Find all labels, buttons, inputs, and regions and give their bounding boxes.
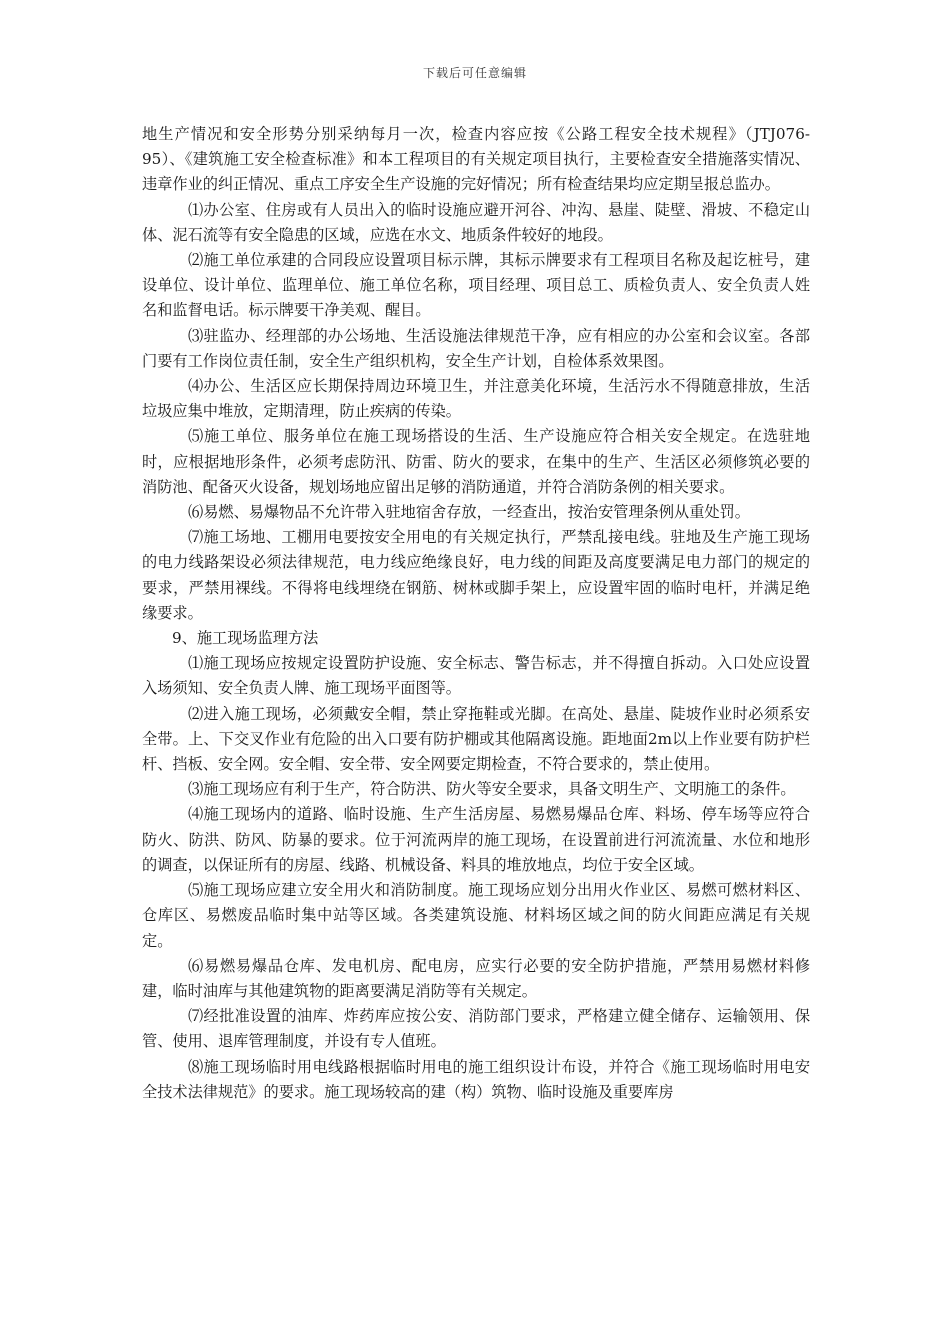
paragraph-section9-item-7: ⑺经批准设置的油库、炸药库应按公安、消防部门要求，严格建立健全储存、运输领用、保管、使用、退库管理制度，并设有专人值班。 [142, 1007, 810, 1051]
document-body [142, 122, 810, 1105]
paragraph-item-6: ⑹易燃、易爆物品不允许带入驻地宿舍存放，一经查出，按治安管理条例从重处罚。 [188, 503, 750, 522]
paragraph-item-1: ⑴办公室、住房或有人员出入的临时设施应避开河谷、冲沟、悬崖、陡壁、滑坡、不稳定山体、泥石流等有安全隐患的区域，应选在水文、地质条件较好的地段。 [142, 200, 810, 244]
paragraph-item-3: ⑶驻监办、经理部的办公场地、生活设施法律规范干净，应有相应的办公室和会议室。各部门要有工作岗位责任制，安全生产组织机构，安全生产计划，自检体系效果图。 [142, 326, 810, 370]
paragraph-item-4: ⑷办公、生活区应长期保持周边环境卫生，并注意美化环境，生活污水不得随意排放，生活垃圾应集中堆放，定期清理，防止疾病的传染。 [142, 377, 810, 421]
paragraph-section9-item-6: ⑹易燃易爆品仓库、发电机房、配电房，应实行必要的安全防护措施，严禁用易燃材料修建，临时油库与其他建筑物的距离要满足消防等有关规定。 [142, 956, 810, 1000]
paragraph-continuation: 地生产情况和安全形势分别采纳每月一次，检查内容应按《公路工程安全技术规程》（JTJ076-95）、《建筑施工安全检查标准》和本工程项目的有关规定项目执行，主要检查安全措施落实情况、违章作业的纠正情况、重点工序安全生产设施的完好情况；所有检查结果均应定期呈报总监办。 [142, 125, 810, 194]
paragraph-item-7: ⑺施工场地、工棚用电要按安全用电的有关规定执行，严禁乱接电线。驻地及生产施工现场的电力线路架设必须法律规范，电力线应绝缘良好，电力线的间距及高度要满足电力部门的规定的要求，严禁用裸线。不得将电线埋绕在钢筋、树林或脚手架上，应设置牢固的临时电杆，并满足绝缘要求。 [142, 528, 810, 622]
paragraph-section9-item-5: ⑸施工现场应建立安全用火和消防制度。施工现场应划分出用火作业区、易燃可燃材料区、仓库区、易燃废品临时集中站等区域。各类建筑设施、材料场区域之间的防火间距应满足有关规定。 [142, 881, 810, 950]
paragraph-section9-item-3: ⑶施工现场应有利于生产，符合防洪、防火等安全要求，具备文明生产、文明施工的条件。 [188, 780, 796, 799]
paragraph-item-2: ⑵施工单位承建的合同段应设置项目标示牌，其标示牌要求有工程项目名称及起讫桩号，建设单位、设计单位、监理单位、施工单位名称，项目经理、项目总工、质检负责人、安全负责人姓名和监督电话。标示牌要干净美观、醒目。 [142, 251, 810, 320]
paragraph-section9-item-1: ⑴施工现场应按规定设置防护设施、安全标志、警告标志，并不得擅自拆动。入口处应设置入场须知、安全负责人牌、施工现场平面图等。 [142, 654, 810, 698]
page-header: 下载后可任意编辑 [422, 66, 527, 80]
paragraph-section9-item-4: ⑷施工现场内的道路、临时设施、生产生活房屋、易燃易爆品仓库、料场、停车场等应符合防火、防洪、防风、防暴的要求。位于河流两岸的施工现场，在设置前进行河流流量、水位和地形的调查，以保证所有的房屋、线路、机械设备、料具的堆放地点，均位于安全区域。 [142, 805, 810, 874]
section-heading: 9、施工现场监理方法 [172, 629, 319, 648]
paragraph-section9-item-8: ⑻施工现场临时用电线路根据临时用电的施工组织设计布设，并符合《施工现场临时用电安全技术法律规范》的要求。施工现场较高的建（构）筑物、临时设施及重要库房 [142, 1057, 810, 1101]
paragraph-item-5: ⑸施工单位、服务单位在施工现场搭设的生活、生产设施应符合相关安全规定。在选驻地时，应根据地形条件，必须考虑防汛、防雷、防火的要求，在集中的生产、生活区必须修筑必要的消防池、配备灭火设备，规划场地应留出足够的消防通道，并符合消防条例的相关要求。 [142, 427, 810, 496]
paragraph-section9-item-2: ⑵进入施工现场，必须戴安全帽，禁止穿拖鞋或光脚。在高处、悬崖、陡坡作业时必须系安全带。上、下交叉作业有危险的出入口要有防护棚或其他隔离设施。距地面2m以上作业要有防护栏杆、挡板、安全网。安全帽、安全带、安全网要定期检查，不符合要求的，禁止使用。 [142, 704, 810, 774]
